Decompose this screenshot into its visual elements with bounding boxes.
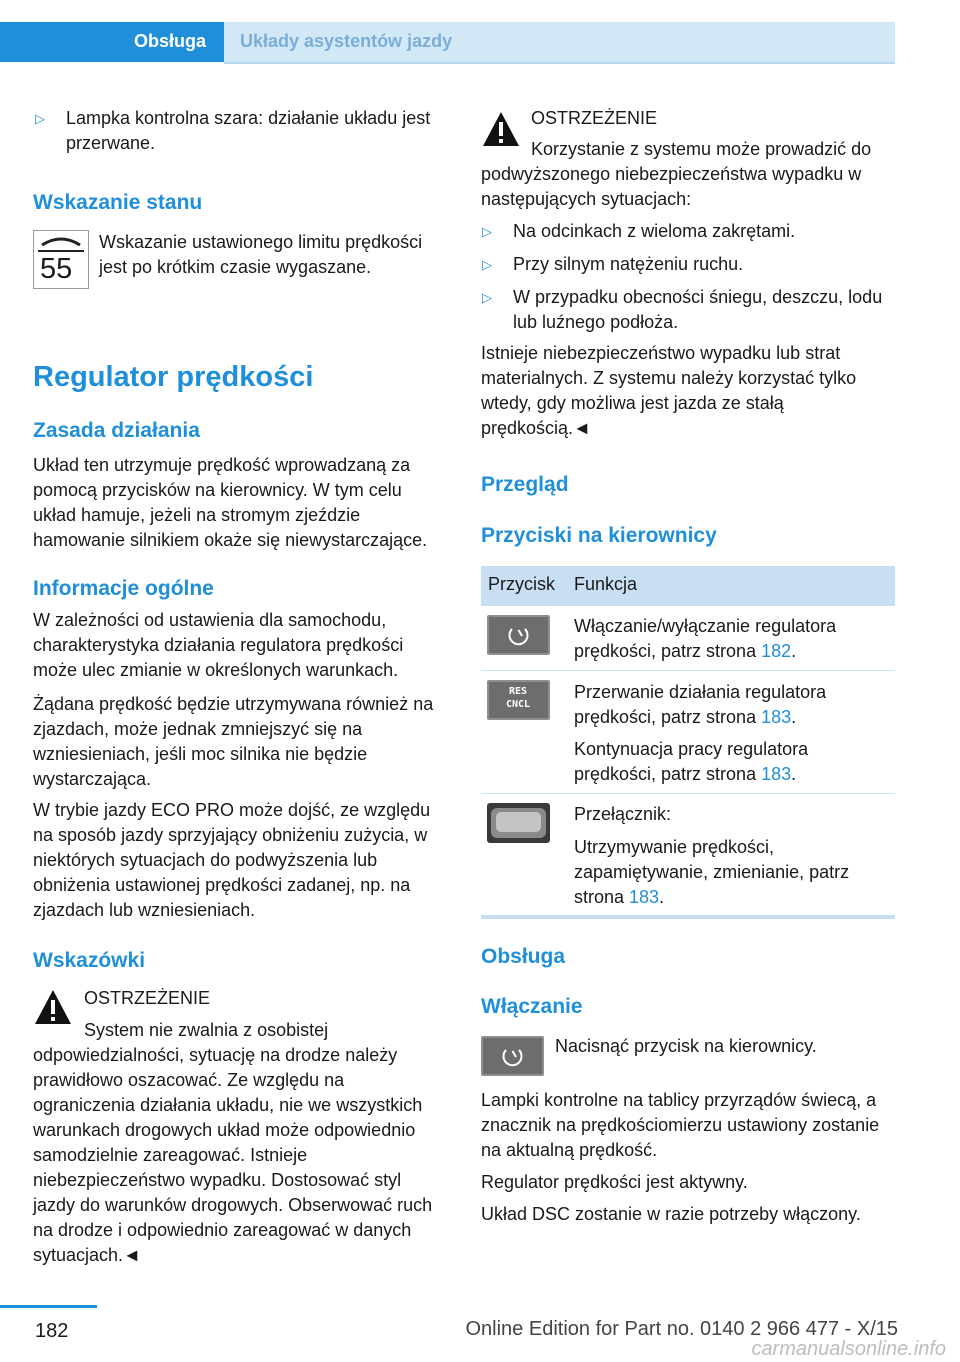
heading-operation: Obsługa (481, 945, 566, 968)
row2-text-b: Kontynuacja pracy regulatora prędkości, patrz strona (574, 739, 809, 784)
page-link[interactable]: 183 (761, 764, 792, 784)
row3-text-b: Utrzymywanie prędkości, zapamiętywanie, zmienianie, patrz strona (574, 837, 850, 907)
general-paragraph-3: W trybie jazdy ECO PRO może dojść, ze względu na sposób jazdy sprzyjający obniżeniu zużycia, w niektórych sytuacjach do podwyższenia lub obniżenia ustawionej prędkości zadanej, np. na zjazdach lub wzniesieniach. (33, 800, 431, 920)
warning-text-left (33, 1018, 445, 1268)
warning-text-right-content: Korzystanie z systemu może prowadzić do podwyższonego niebezpieczeństwa wypadku w następujących sytuacjach: (481, 139, 872, 209)
operation-paragraph-3: Układ DSC zostanie w razie potrzeby włączony. (481, 1204, 861, 1224)
bullet-icon: ▷ (482, 224, 492, 239)
heading-principle: Zasada działania (33, 419, 200, 442)
table-row-3-label: Przełącznik: (574, 804, 672, 824)
principle-text: Układ ten utrzymuje prędkość wprowadzaną za pomocą przycisków na kierownicy. W tym celu układ hamuje, jeżeli na stromym zjeździe hamowanie silnikiem okaże się niewystarczające. (33, 455, 428, 550)
rocker-switch-icon (487, 803, 550, 843)
header-tab-section[interactable] (224, 22, 895, 62)
page-link[interactable]: 183 (629, 887, 660, 907)
page-link[interactable]: 182 (761, 641, 792, 661)
table-divider (481, 793, 895, 794)
table-row-1-function: Włączanie/wyłączanie regulatora prędkości, patrz strona 182. (574, 616, 837, 661)
risk-bullet-1: Na odcinkach z wieloma zakrętami. (513, 221, 796, 241)
header-divider (224, 62, 895, 64)
switch-on-text: Nacisnąć przycisk na kierownicy. (555, 1036, 817, 1056)
warning-text-right (481, 137, 893, 212)
table-header (481, 566, 895, 606)
risk-paragraph: Istnieje niebezpieczeństwo wypadku lub strat materialnych. Z systemu należy korzystać tylko wtedy, gdy możliwa jest jazda ze stałą prędkością.◄ (481, 343, 857, 438)
bullet-icon: ▷ (35, 111, 45, 126)
page-number: 182 (35, 1320, 69, 1342)
general-paragraph-2: Żądana prędkość będzie utrzymywana również na zjazdach, może jednak zmniejszyć się na wzniesieniach, jeśli moc silnika nie będzie wystarczająca. (33, 694, 434, 789)
row1-text: Włączanie/wyłączanie regulatora prędkości, patrz strona (574, 616, 837, 661)
res-cncl-button-icon (487, 680, 550, 720)
bullet-status-text: Lampka kontrolna szara: działanie układu jest przerwane. (66, 108, 431, 153)
operation-paragraph-2: Regulator prędkości jest aktywny. (481, 1172, 748, 1192)
table-row-2-function-b: Kontynuacja pracy regulatora prędkości, patrz strona 183. (574, 739, 809, 784)
table-col-function: Funkcja (574, 574, 638, 594)
heading-status: Wskazanie stanu (33, 191, 203, 214)
risk-bullet-3: W przypadku obecności śniegu, deszczu, lodu lub luźnego podłoża. (513, 287, 883, 332)
cruise-onoff-button-icon (481, 1036, 544, 1076)
risk-bullet-2: Przy silnym natężeniu ruchu. (513, 254, 744, 274)
warning-title-right: OSTRZEŻENIE (531, 108, 658, 128)
warning-title-left: OSTRZEŻENIE (84, 988, 211, 1008)
header-tab-obsluga[interactable] (0, 22, 224, 62)
operation-paragraph-1: Lampki kontrolne na tablicy przyrządów świecą, a znacznik na prędkościomierzu ustawiony zostanie na aktualną prędkość. (481, 1090, 880, 1160)
page-link[interactable]: 183 (761, 707, 792, 727)
table-col-button: Przycisk (488, 574, 555, 594)
table-row-3-function: Utrzymywanie prędkości, zapamiętywanie, zmienianie, patrz strona 183. (574, 837, 850, 907)
footer-rule (0, 1305, 97, 1308)
general-paragraph-1: W zależności od ustawienia dla samochodu, charakterystyka działania regulatora prędkości może ulec zmianie w określonych warunkach. (33, 610, 404, 680)
warning-text-left-content: System nie zwalnia z osobistej odpowiedzialności, sytuację na drodze należy prawidłowo oszacować. Ze względu na ograniczenia działania układu, nie we wszystkich warunkach drogowych układ może odpowiednio samodzielnie zareagować. Istnieje niebezpieczeństwo wypadku. Dostosować styl jazdy do warunków drogowych. Obserwować ruch na drodze i odpowiednio zareagować w danych sytuacjach.◄ (33, 1020, 433, 1265)
bullet-icon: ▷ (482, 257, 492, 272)
header-section-label: Układy asystentów jazdy (240, 31, 453, 51)
cruise-onoff-button-icon (487, 615, 550, 655)
heading-hints: Wskazówki (33, 949, 146, 972)
table-divider (481, 670, 895, 671)
watermark: carmanualsonline.info (751, 1338, 946, 1360)
edition-text: Online Edition for Part no. 0140 2 966 477 - X/15 (465, 1318, 898, 1340)
speed-limit-value: 55 (40, 253, 73, 285)
row2-text-a: Przerwanie działania regulatora prędkości, patrz strona (574, 682, 827, 727)
bullet-icon: ▷ (482, 290, 492, 305)
page-header (0, 0, 960, 62)
heading-switch-on: Włączanie (481, 995, 583, 1018)
status-text: Wskazanie ustawionego limitu prędkości jest po krótkim czasie wygaszane. (99, 232, 423, 277)
speed-limit-icon (33, 230, 89, 289)
header-tab-label: Obsługa (133, 31, 206, 51)
heading-cruise-control: Regulator prędkości (33, 361, 314, 393)
heading-general-info: Informacje ogólne (33, 577, 214, 600)
heading-steering-buttons: Przyciski na kierownicy (481, 524, 717, 547)
table-bottom-rule (481, 915, 895, 919)
res-cncl-label: RES CNCL (505, 686, 531, 710)
table-row-2-function-a: Przerwanie działania regulatora prędkości, patrz strona 183. (574, 682, 827, 727)
heading-overview: Przegląd (481, 473, 569, 496)
